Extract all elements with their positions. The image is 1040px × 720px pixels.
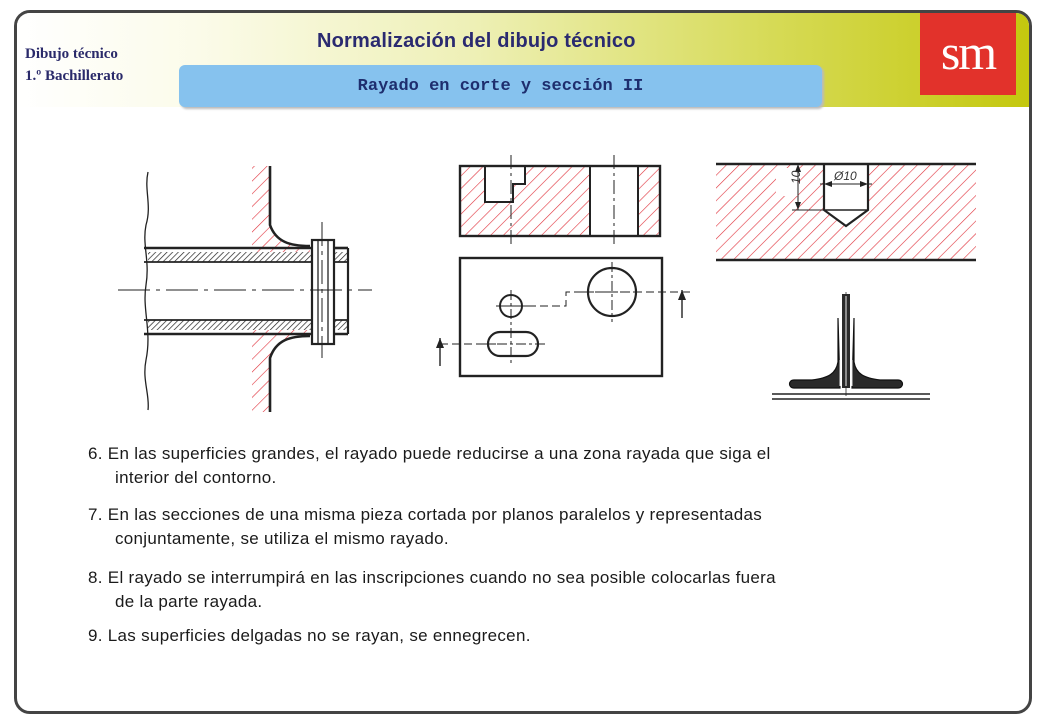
dimension-diameter-label: Ø10 [834, 169, 857, 183]
course-line-1: Dibujo técnico [25, 46, 118, 62]
course-line-2: 1.º Bachillerato [25, 68, 124, 84]
logo-text: sm [940, 24, 996, 80]
list-item-6: 6. En las superficies grandes, el rayado puede reducirse a una zona rayada que siga el interior del contorno. [88, 444, 771, 487]
figure-large-surface [118, 166, 372, 412]
dimension-height-label: 10 [789, 170, 803, 184]
subtitle: Rayado en corte y sección II [357, 77, 644, 96]
figure-parallel-sections [436, 155, 690, 376]
list-item-9: 9. Las superficies delgadas no se rayan, se ennegrecen. [88, 626, 531, 645]
list-item-8: 8. El rayado se interrumpirá en las inscripciones cuando no sea posible colocarlas fuera de la parte rayada. [88, 568, 776, 611]
page-title: Normalización del dibujo técnico [317, 30, 636, 52]
list-item-7: 7. En las secciones de una misma pieza cortada por planos paralelos y representadas conjuntamente, se utiliza el mismo rayado. [88, 505, 763, 548]
figure-inscription [716, 164, 976, 260]
figure-thin-section [772, 292, 930, 399]
